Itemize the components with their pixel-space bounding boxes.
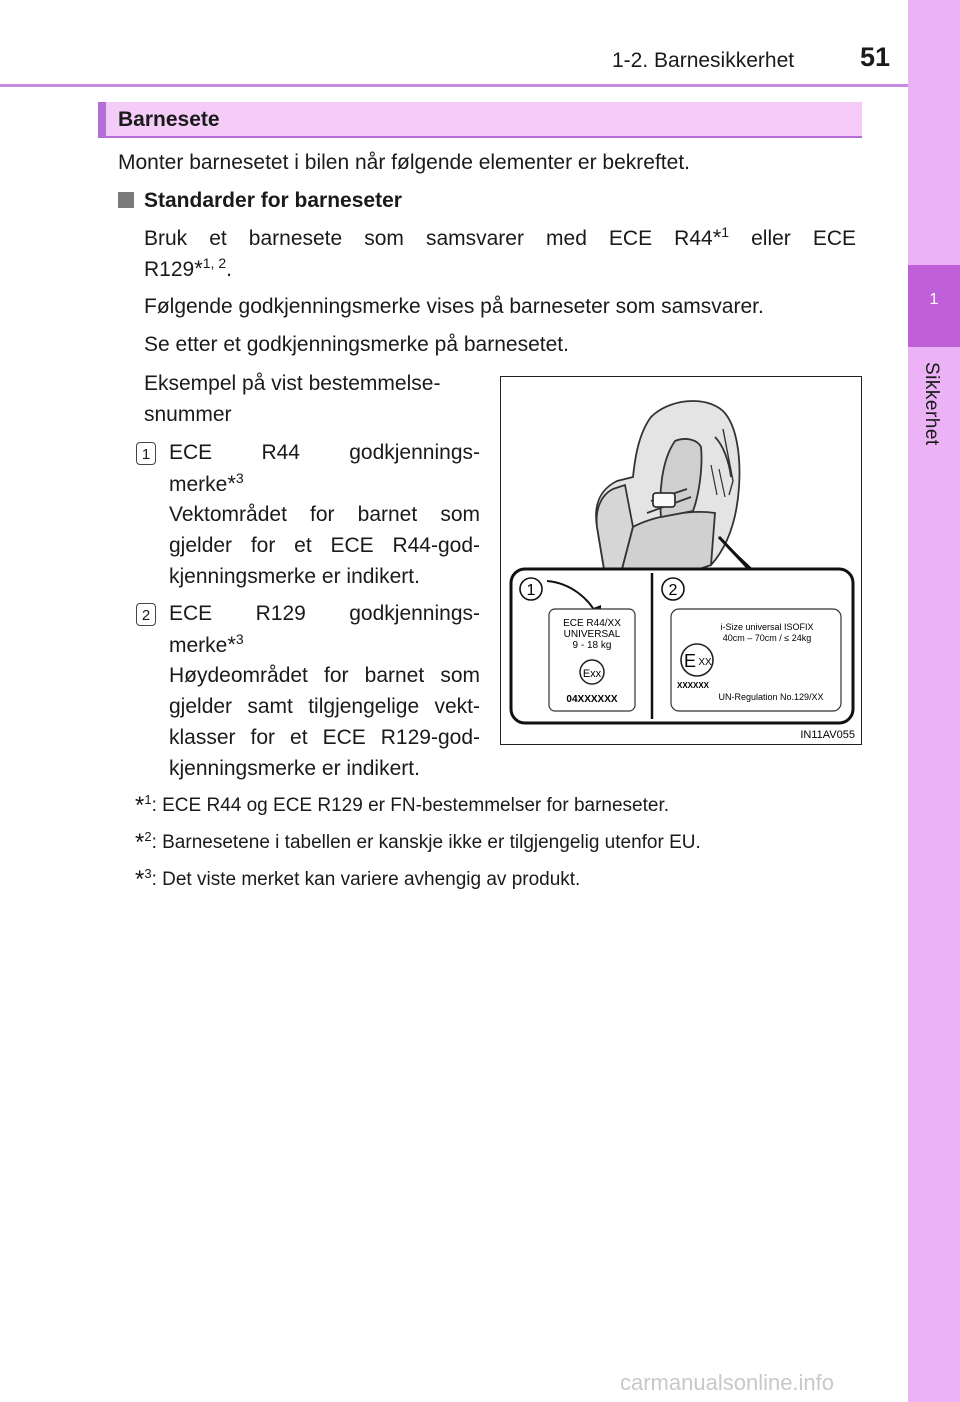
subheading: Standarder for barneseter	[144, 189, 402, 212]
r129-code: XXXXXX	[677, 681, 710, 690]
header-divider	[0, 84, 908, 87]
paragraph-approval-mark: Følgende godkjenningsmerke vises på barneseter som samsvarer.	[144, 295, 764, 318]
footnote-ref-1[interactable]: 1	[721, 224, 730, 240]
item1-title-line2	[169, 468, 244, 500]
example-line2: snummer	[144, 403, 232, 426]
r44-line1: ECE R44/XX	[563, 618, 621, 629]
example-line1: Eksempel på vist bestemmelse-	[144, 372, 441, 395]
asterisk-icon: *	[194, 256, 203, 281]
header-section-title: 1-2. Barnesikkerhet	[612, 49, 795, 72]
child-seat-illustration	[501, 377, 861, 744]
asterisk-icon: *	[227, 632, 236, 657]
footnote-number: 1	[144, 792, 152, 807]
item2-title-line2	[169, 629, 244, 661]
child-seat-figure	[500, 376, 862, 745]
para1-text-b: eller ECE	[729, 227, 857, 250]
item1-desc-line1: Vektområdet for barnet som	[169, 503, 480, 526]
asterisk-icon: *	[227, 471, 236, 496]
item2-title-line1: ECE R129 godkjennings-	[169, 602, 480, 625]
item1-title-line1: ECE R44 godkjennings-	[169, 441, 480, 464]
footnote-ref-3[interactable]: 3	[235, 631, 244, 647]
r44-code: 04XXXXXX	[566, 694, 618, 705]
footnote-number: 2	[144, 829, 152, 844]
item1-desc-line2: gjelder for et ECE R44-god-	[169, 534, 480, 557]
asterisk-icon: *	[712, 225, 722, 250]
r44-line3: 9 - 18 kg	[572, 640, 612, 651]
page-number: 51	[860, 42, 891, 72]
r129-mark-xx: XX	[698, 657, 712, 668]
r44-mark: Exx	[582, 668, 602, 680]
intro-text: Monter barnesetet i bilen når følgende elementer er bekreftet.	[118, 151, 690, 174]
item1-title-b: merke	[169, 473, 228, 496]
figure-id: IN11AV055	[800, 729, 855, 741]
item-number-badge-1: 1	[136, 442, 156, 465]
r129-mark-e: E	[683, 651, 697, 671]
paragraph-standards-line2	[144, 253, 232, 285]
footnote-2	[135, 829, 701, 857]
footnote-text: : Barnesetene i tabellen er kanskje ikke er tilgjengelig utenfor EU.	[151, 832, 701, 853]
r129-regulation: UN-Regulation No.129/XX	[718, 692, 824, 702]
para1-text-d: .	[226, 258, 232, 281]
footnote-text: : Det viste merket kan variere avhengig av produkt.	[151, 869, 581, 890]
footnote-text: : ECE R44 og ECE R129 er FN-bestemmelser for barneseter.	[151, 795, 670, 816]
footnote-number: 3	[144, 866, 152, 881]
chapter-tab-number[interactable]: 1	[908, 265, 960, 347]
callout-2: 2	[668, 582, 678, 599]
section-header-bar	[98, 102, 862, 138]
asterisk-icon: *	[135, 829, 145, 856]
paragraph-look-for-mark: Se etter et godkjenningsmerke på barnesetet.	[144, 333, 569, 356]
child-seat-icon	[596, 401, 740, 585]
para1-text-a: Bruk et barnesete som samsvarer med ECE R44	[144, 227, 713, 250]
r129-line1: i-Size universal ISOFIX	[720, 622, 814, 632]
r129-line2: 40cm – 70cm / ≤ 24kg	[722, 633, 812, 643]
callout-1: 1	[526, 582, 536, 599]
item2-desc-line2: gjelder samt tilgjengelige vekt-	[169, 695, 480, 718]
square-bullet-icon	[118, 192, 134, 208]
r44-line2: UNIVERSAL	[563, 629, 621, 640]
item-number-badge-2: 2	[136, 603, 156, 626]
footnote-ref-3[interactable]: 3	[235, 470, 244, 486]
item2-title-b: merke	[169, 634, 228, 657]
asterisk-icon: *	[135, 866, 145, 893]
chapter-side-tab	[908, 0, 960, 1402]
item1-desc-line3: kjenningsmerke er indikert.	[169, 565, 420, 588]
asterisk-icon: *	[135, 792, 145, 819]
section-title: Barnesete	[118, 108, 220, 131]
footnote-1	[135, 792, 669, 820]
chapter-tab-label: Sikkerhet	[921, 362, 942, 446]
footnote-ref-1-2[interactable]: 1, 2	[202, 255, 227, 271]
footnote-3	[135, 866, 580, 894]
watermark: carmanualsonline.info	[620, 1370, 835, 1395]
paragraph-standards-line1	[144, 222, 856, 254]
item2-desc-line3: klasser for et ECE R129-god-	[169, 726, 480, 749]
item2-desc-line4: kjenningsmerke er indikert.	[169, 757, 420, 780]
para1-text-c: R129	[144, 258, 195, 281]
item2-desc-line1: Høydeområdet for barnet som	[169, 664, 480, 687]
